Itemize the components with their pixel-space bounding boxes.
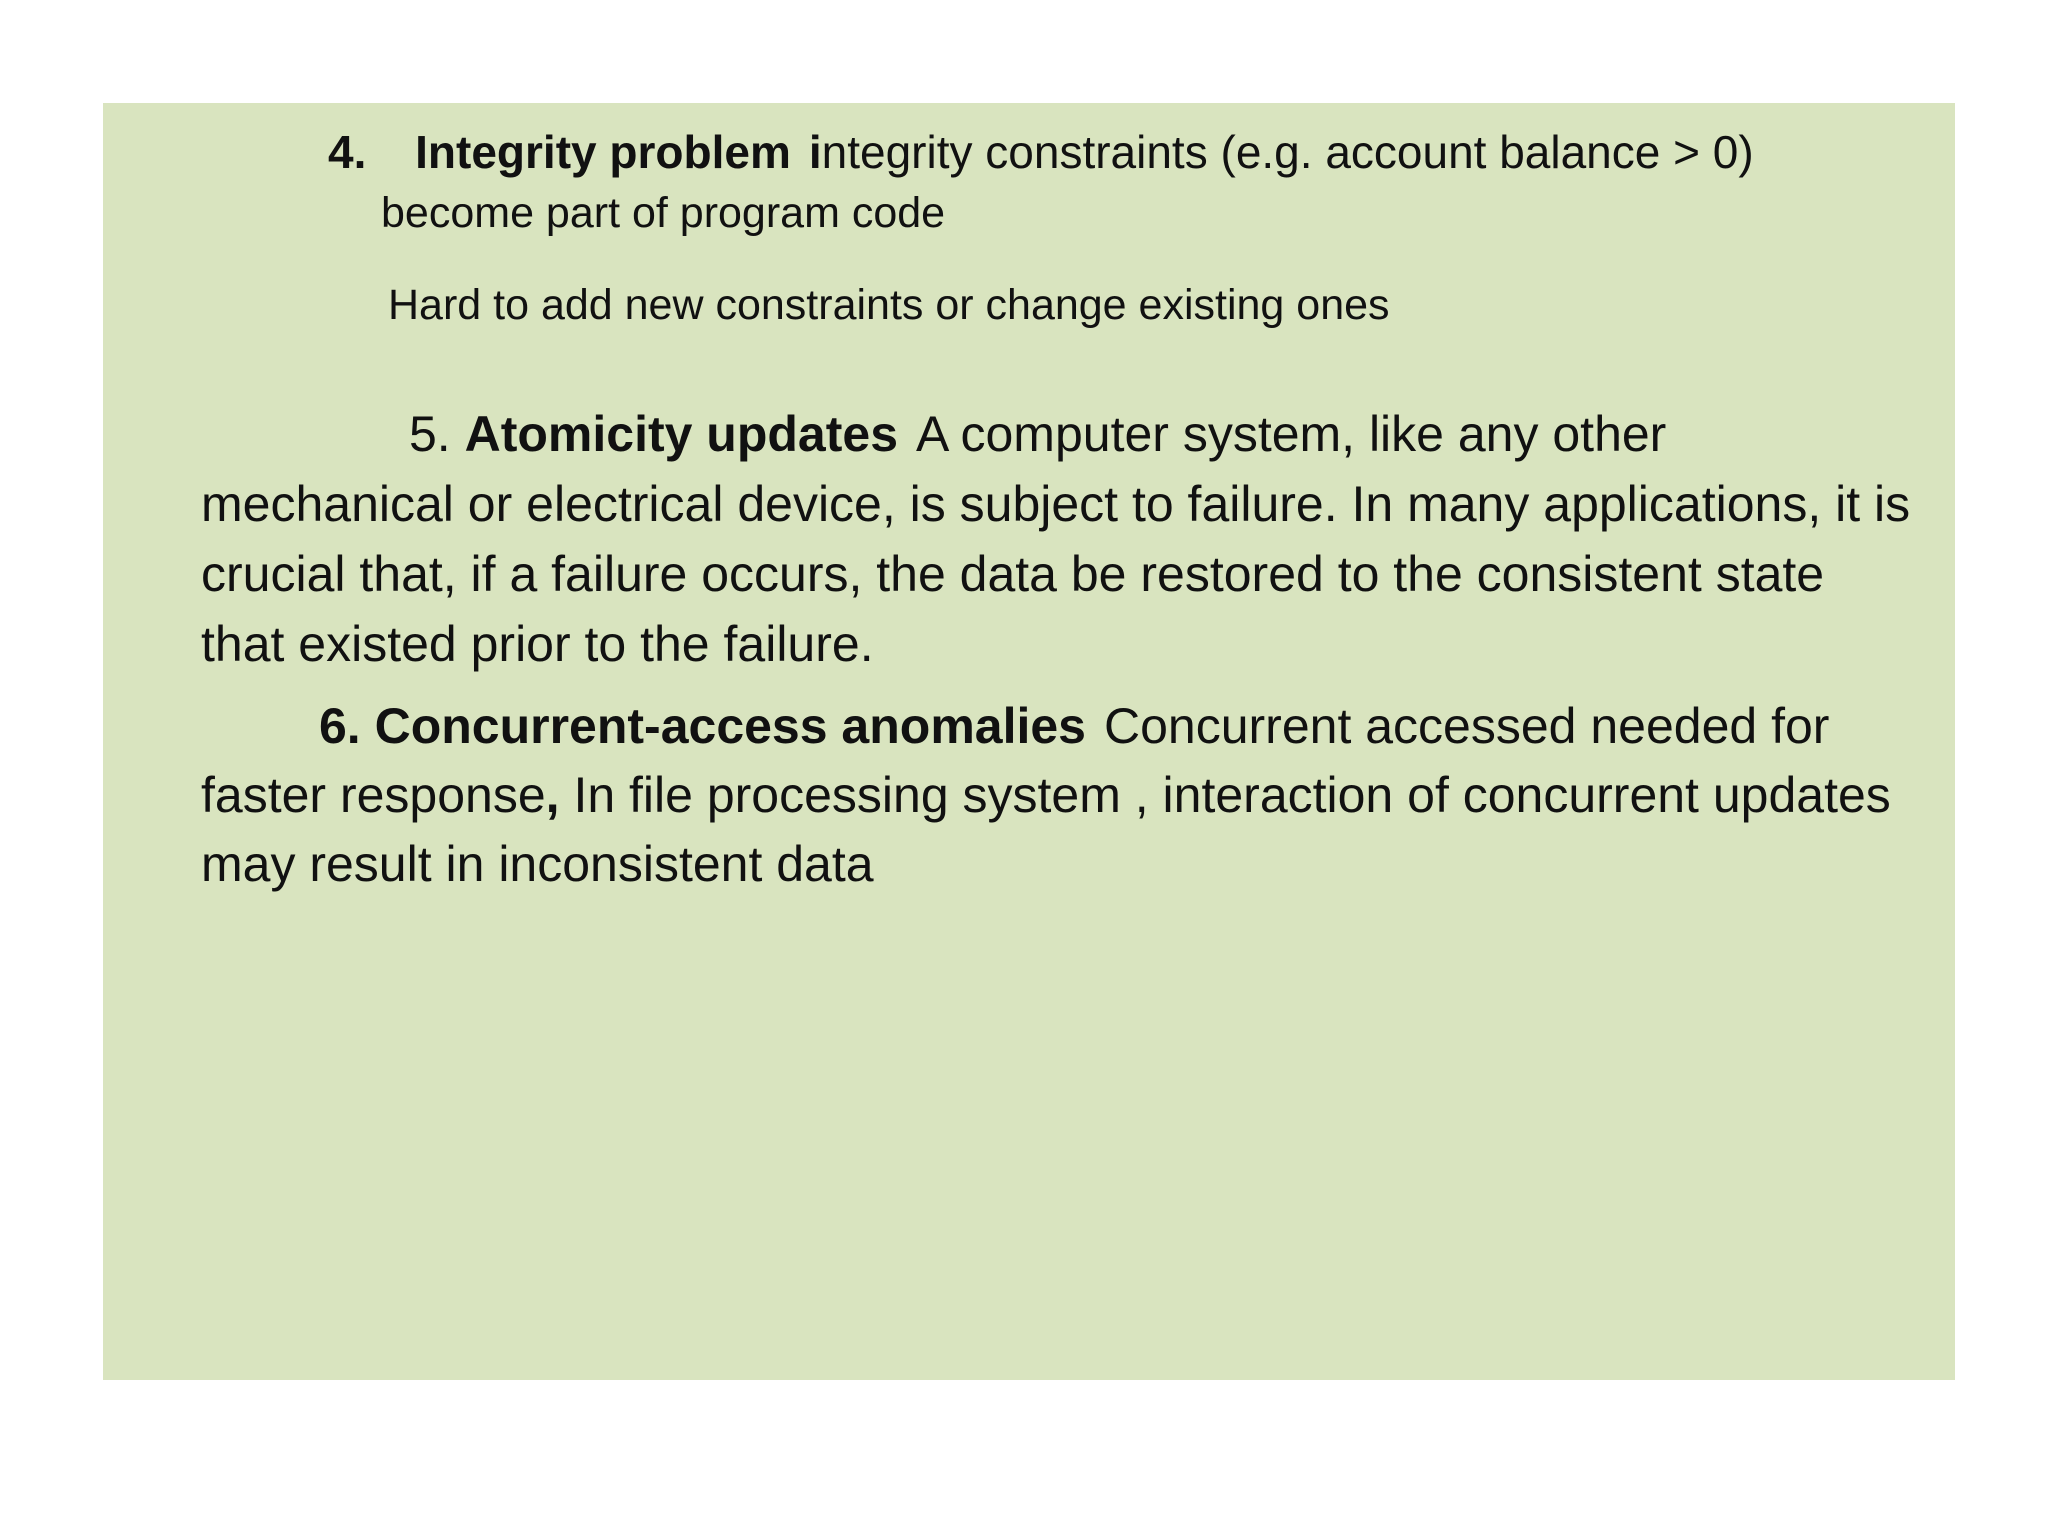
item-4-text: ntegrity constraints (e.g. account balance > 0) [821,126,1754,178]
item-5-number: 5. [409,406,451,462]
item-5-text: A computer system, like any other mechanical or electrical device, is subject to failure. In many applications, it is crucial that, if a failure occurs, the data be restored to the consistent state that existed prior to the failure. [201,406,1911,672]
item-4-title: Integrity problem [415,126,791,178]
item-6-paragraph [201,692,1921,899]
content-panel [103,103,1955,1380]
item-5-paragraph [201,399,1921,679]
item-4-note: Hard to add new constraints or change existing ones [388,281,1390,329]
item-4-number: 4. [328,126,367,178]
item-6-title: 6. Concurrent-access anomalies [319,698,1086,754]
item-6-text-a: Concurrent accessed needed for faster response [201,698,1830,823]
item-6-text-b: In file processing system , interaction of concurrent updates may result in inconsistent data [201,767,1891,892]
item-6-comma: , [545,767,560,823]
item-5-title: Atomicity updates [464,406,899,462]
item-4-first-letter: i [808,126,822,178]
item-4-line-2: become part of program code [381,189,946,237]
item-4-heading-line [328,125,1754,179]
